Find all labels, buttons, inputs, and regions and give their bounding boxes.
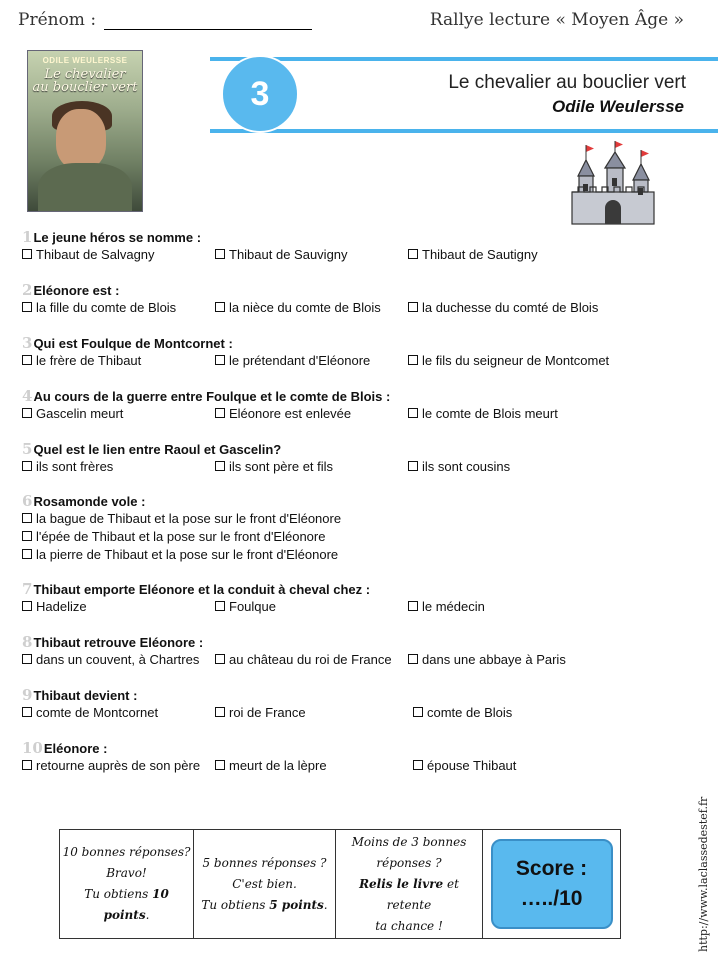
question-2 bbox=[22, 282, 712, 317]
option-label: comte de Blois bbox=[427, 705, 513, 720]
banner-top-rule bbox=[210, 57, 718, 61]
question-number: 1 bbox=[22, 228, 33, 246]
option-label: le comte de Blois meurt bbox=[422, 406, 558, 421]
checkbox-icon[interactable] bbox=[22, 355, 32, 365]
score-text: ta chance ! bbox=[375, 918, 443, 933]
cover-title-line1: Le chevalier bbox=[44, 67, 126, 82]
checkbox-icon[interactable] bbox=[22, 461, 32, 471]
checkbox-icon[interactable] bbox=[215, 355, 225, 365]
options-row bbox=[22, 246, 712, 264]
option[interactable] bbox=[215, 651, 392, 669]
checkbox-icon[interactable] bbox=[22, 760, 32, 770]
question-text: Eléonore est : bbox=[33, 283, 120, 298]
question-text: Qui est Foulque de Montcornet : bbox=[33, 336, 233, 351]
option[interactable] bbox=[215, 598, 276, 616]
question-text: Quel est le lien entre Raoul et Gascelin? bbox=[33, 442, 282, 457]
score-text-part: et retente bbox=[386, 876, 459, 912]
option-label: le frère de Thibaut bbox=[36, 353, 142, 368]
book-cover-image bbox=[27, 50, 143, 212]
options-row bbox=[22, 546, 712, 564]
checkbox-icon[interactable] bbox=[215, 601, 225, 611]
question-text: Le jeune héros se nomme : bbox=[33, 230, 202, 245]
option[interactable] bbox=[408, 598, 485, 616]
option[interactable] bbox=[22, 458, 113, 476]
score-text bbox=[60, 884, 193, 926]
option-label: dans une abbaye à Paris bbox=[422, 652, 566, 667]
option[interactable] bbox=[413, 704, 512, 722]
question-title bbox=[22, 335, 712, 352]
score-box bbox=[491, 839, 613, 929]
option[interactable] bbox=[22, 352, 141, 370]
book-title: Le chevalier au bouclier vert bbox=[448, 72, 686, 93]
score-text: 10 bonnes réponses? bbox=[62, 845, 191, 859]
option[interactable] bbox=[22, 246, 155, 264]
option-label: le fils du seigneur de Montcomet bbox=[422, 353, 610, 368]
question-title bbox=[22, 229, 712, 246]
option-label: dans un couvent, à Chartres bbox=[36, 652, 200, 667]
checkbox-icon[interactable] bbox=[22, 549, 32, 559]
score-value[interactable]: …../10 bbox=[520, 887, 583, 910]
score-emphasis: Relis le livre bbox=[359, 876, 444, 891]
option-label: Thibaut de Salvagny bbox=[36, 247, 155, 262]
option[interactable] bbox=[215, 458, 333, 476]
option-label: la pierre de Thibaut et la pose sur le front d'Eléonore bbox=[36, 547, 339, 562]
option[interactable] bbox=[408, 651, 566, 669]
option-label: comte de Montcornet bbox=[36, 705, 159, 720]
score-points: 10 points bbox=[103, 887, 169, 922]
cover-author: ODILE WEULERSSE bbox=[42, 56, 128, 65]
score-text: réponses ? bbox=[376, 855, 442, 870]
option[interactable] bbox=[215, 405, 351, 423]
option-label: meurt de la lèpre bbox=[229, 758, 327, 773]
option[interactable] bbox=[408, 352, 609, 370]
option-label: la nièce du comte de Blois bbox=[229, 300, 381, 315]
question-title bbox=[22, 740, 712, 757]
question-text: Thibaut devient : bbox=[33, 688, 138, 703]
option[interactable] bbox=[215, 704, 306, 722]
checkbox-icon[interactable] bbox=[215, 461, 225, 471]
checkbox-icon[interactable] bbox=[22, 531, 32, 541]
option-label: ils sont père et fils bbox=[229, 459, 334, 474]
option-label: retourne auprès de son père bbox=[36, 758, 201, 773]
prenom-field bbox=[18, 10, 312, 30]
question-1 bbox=[22, 229, 712, 264]
options-row bbox=[22, 299, 712, 317]
checkbox-icon[interactable] bbox=[22, 249, 32, 259]
option-label: Hadelize bbox=[36, 599, 87, 614]
option-label: Gascelin meurt bbox=[36, 406, 124, 421]
option[interactable] bbox=[408, 246, 538, 264]
question-title bbox=[22, 282, 712, 299]
question-number: 9 bbox=[22, 686, 33, 704]
cover-hero-face bbox=[56, 109, 106, 169]
prenom-label: Prénom : bbox=[18, 10, 97, 30]
option[interactable] bbox=[22, 598, 87, 616]
options-row bbox=[22, 598, 712, 616]
checkbox-icon[interactable] bbox=[408, 249, 418, 259]
checkbox-icon[interactable] bbox=[408, 408, 418, 418]
question-7 bbox=[22, 581, 712, 616]
option-label: la fille du comte de Blois bbox=[36, 300, 177, 315]
website-url: http://www.laclassedestef.fr bbox=[697, 796, 710, 952]
options-row bbox=[22, 352, 712, 370]
cover-hero-body bbox=[38, 163, 132, 212]
checkbox-icon[interactable] bbox=[22, 601, 32, 611]
option-label: la bague de Thibaut et la pose sur le front d'Eléonore bbox=[36, 511, 342, 526]
option-label: Eléonore est enlevée bbox=[229, 406, 352, 421]
checkbox-icon[interactable] bbox=[413, 707, 423, 717]
question-3 bbox=[22, 335, 712, 370]
option-label: Thibaut de Sauvigny bbox=[229, 247, 348, 262]
option[interactable] bbox=[22, 546, 338, 564]
question-number: 6 bbox=[22, 492, 33, 510]
option[interactable] bbox=[408, 405, 558, 423]
options-row bbox=[22, 704, 712, 722]
options-row bbox=[22, 528, 712, 546]
question-text: Rosamonde vole : bbox=[33, 494, 146, 509]
options-row bbox=[22, 405, 712, 423]
question-title bbox=[22, 581, 712, 598]
options-row bbox=[22, 510, 712, 528]
checkbox-icon[interactable] bbox=[408, 654, 418, 664]
question-number: 3 bbox=[22, 334, 33, 352]
score-text: 5 bonnes réponses ? bbox=[202, 855, 327, 870]
checkbox-icon[interactable] bbox=[22, 302, 32, 312]
score-cell-retry bbox=[336, 830, 483, 938]
option[interactable] bbox=[22, 510, 341, 528]
rally-title: Rallye lecture « Moyen Âge » bbox=[429, 10, 684, 30]
option-label: la duchesse du comté de Blois bbox=[422, 300, 599, 315]
option[interactable] bbox=[22, 299, 176, 317]
option[interactable] bbox=[22, 651, 199, 669]
question-title bbox=[22, 493, 712, 510]
option[interactable] bbox=[215, 352, 370, 370]
question-10 bbox=[22, 740, 712, 775]
question-5 bbox=[22, 441, 712, 476]
question-title bbox=[22, 634, 712, 651]
question-title bbox=[22, 388, 712, 405]
checkbox-icon[interactable] bbox=[22, 654, 32, 664]
question-number: 2 bbox=[22, 281, 33, 299]
checkbox-icon[interactable] bbox=[413, 760, 423, 770]
option[interactable] bbox=[408, 458, 510, 476]
checkbox-icon[interactable] bbox=[408, 601, 418, 611]
book-author: Odile Weulersse bbox=[552, 97, 684, 116]
score-text-part: . bbox=[323, 897, 328, 912]
score-text bbox=[201, 895, 327, 916]
checkbox-icon[interactable] bbox=[215, 302, 225, 312]
option[interactable] bbox=[22, 528, 325, 546]
checkbox-icon[interactable] bbox=[408, 461, 418, 471]
option-label: ils sont frères bbox=[36, 459, 114, 474]
question-4 bbox=[22, 388, 712, 423]
question-number: 4 bbox=[22, 387, 33, 405]
checkbox-icon[interactable] bbox=[22, 408, 32, 418]
question-number: 7 bbox=[22, 580, 33, 598]
option-label: le prétendant d'Eléonore bbox=[229, 353, 371, 368]
checkbox-icon[interactable] bbox=[22, 707, 32, 717]
question-title bbox=[22, 441, 712, 458]
question-6 bbox=[22, 493, 712, 564]
option[interactable] bbox=[215, 299, 381, 317]
question-8 bbox=[22, 634, 712, 669]
option[interactable] bbox=[22, 757, 200, 775]
option-label: ils sont cousins bbox=[422, 459, 511, 474]
question-9 bbox=[22, 687, 712, 722]
question-text: Thibaut retrouve Eléonore : bbox=[33, 635, 204, 650]
option-label: le médecin bbox=[422, 599, 485, 614]
score-text-part: Tu obtiens bbox=[84, 887, 153, 901]
question-number: 5 bbox=[22, 440, 33, 458]
score-text-part: . bbox=[145, 908, 150, 922]
castle-icon bbox=[568, 140, 658, 230]
score-text bbox=[336, 874, 482, 916]
question-title bbox=[22, 687, 712, 704]
checkbox-icon[interactable] bbox=[215, 654, 225, 664]
checkbox-icon[interactable] bbox=[408, 355, 418, 365]
option-label: l'épée de Thibaut et la pose sur le front d'Eléonore bbox=[36, 529, 326, 544]
score-label: Score : bbox=[515, 857, 588, 880]
question-number: 8 bbox=[22, 633, 33, 651]
option[interactable] bbox=[215, 757, 327, 775]
score-text: Bravo! bbox=[106, 866, 147, 880]
book-number-badge: 3 bbox=[221, 55, 299, 133]
checkbox-icon[interactable] bbox=[408, 302, 418, 312]
options-row bbox=[22, 458, 712, 476]
score-cell-10 bbox=[60, 830, 194, 938]
checkbox-icon[interactable] bbox=[215, 249, 225, 259]
option[interactable] bbox=[413, 757, 516, 775]
options-row bbox=[22, 757, 712, 775]
option-label: roi de France bbox=[229, 705, 306, 720]
checkbox-icon[interactable] bbox=[22, 513, 32, 523]
score-text: Moins de 3 bonnes bbox=[351, 834, 467, 849]
option-label: Thibaut de Sautigny bbox=[422, 247, 538, 262]
scoring-table bbox=[59, 829, 621, 939]
cover-title bbox=[32, 68, 138, 94]
checkbox-icon[interactable] bbox=[215, 760, 225, 770]
prenom-write-line bbox=[104, 15, 312, 30]
banner-bottom-rule bbox=[210, 129, 718, 133]
option[interactable] bbox=[408, 299, 598, 317]
question-text: Au cours de la guerre entre Foulque et le comte de Blois : bbox=[33, 389, 391, 404]
question-text: Thibaut emporte Eléonore et la conduit à cheval chez : bbox=[33, 582, 371, 597]
option-label: au château du roi de France bbox=[229, 652, 392, 667]
checkbox-icon[interactable] bbox=[215, 408, 225, 418]
score-text: C'est bien. bbox=[232, 876, 297, 891]
score-cell-total bbox=[483, 830, 620, 938]
question-text: Eléonore : bbox=[43, 741, 108, 756]
cover-title-line2: au bouclier vert bbox=[32, 80, 138, 95]
option-label: Foulque bbox=[229, 599, 276, 614]
question-number: 10 bbox=[22, 739, 43, 757]
option[interactable] bbox=[22, 405, 123, 423]
option-label: épouse Thibaut bbox=[427, 758, 517, 773]
score-cell-5 bbox=[194, 830, 336, 938]
score-points: 5 points bbox=[269, 897, 324, 912]
options-row bbox=[22, 651, 712, 669]
option[interactable] bbox=[215, 246, 348, 264]
option[interactable] bbox=[22, 704, 158, 722]
checkbox-icon[interactable] bbox=[215, 707, 225, 717]
score-text-part: Tu obtiens bbox=[201, 897, 270, 912]
